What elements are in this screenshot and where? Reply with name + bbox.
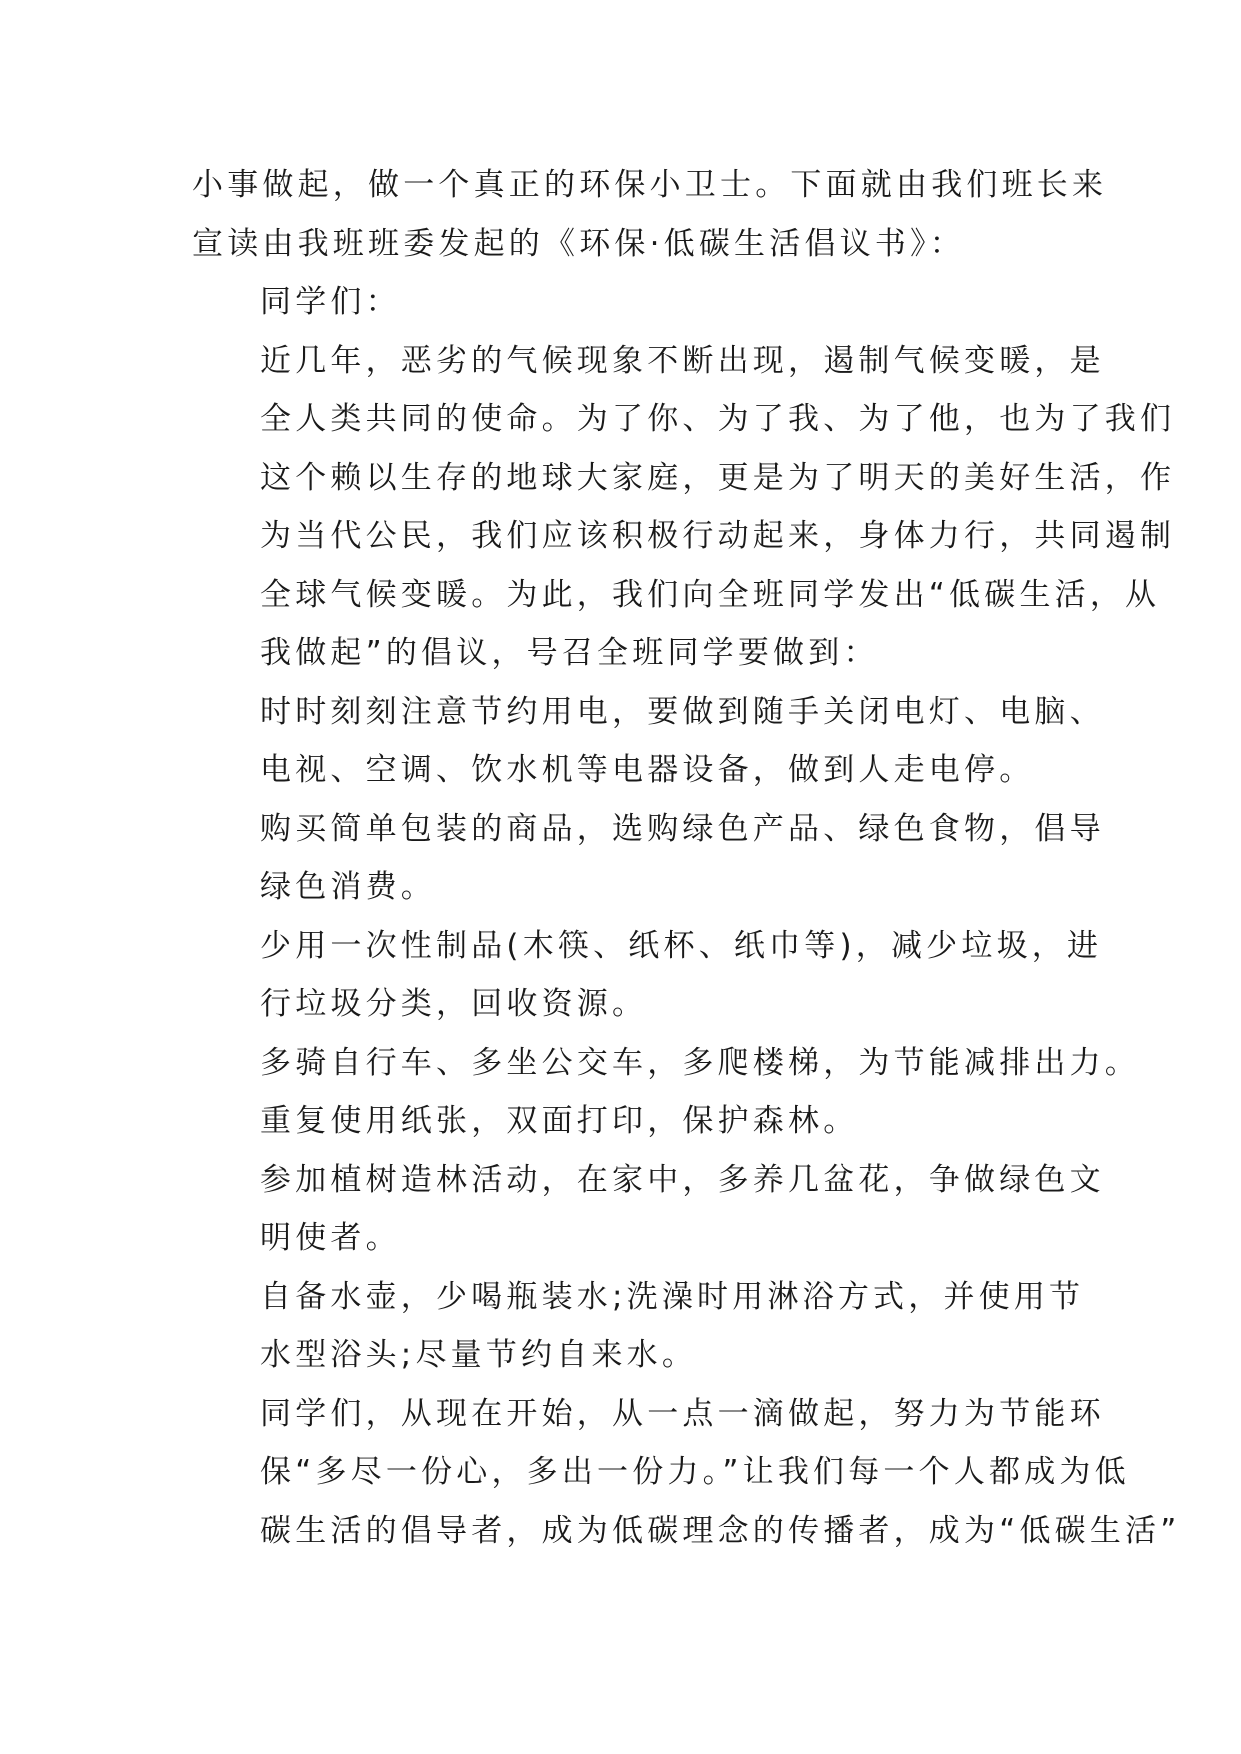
text-line: 少用一次性制品(木筷、纸杯、纸巾等)，减少垃圾，进 (260, 927, 1103, 964)
text-line: 购买简单包装的商品，选购绿色产品、绿色食物，倡导 (260, 810, 1105, 847)
text-line: 我做起”的倡议，号召全班同学要做到： (260, 635, 879, 671)
text-line: 参加植树造林活动，在家中，多养几盆花，争做绿色文 (260, 1161, 1105, 1198)
text-line: 为当代公民，我们应该积极行动起来，身体力行，共同遏制 (260, 518, 1176, 554)
text-line: 时时刻刻注意节约用电，要做到随手关闭电灯、电脑、 (260, 693, 1105, 730)
paragraph (192, 1385, 1181, 1561)
paragraph (192, 332, 1176, 683)
paragraph (192, 1034, 1140, 1093)
text-line: 重复使用纸张，双面打印，保护森林。 (260, 1103, 859, 1139)
text-line: 近几年，恶劣的气候现象不断出现，遏制气候变暖，是 (260, 342, 1105, 379)
text-line: 绿色消费。 (260, 869, 436, 905)
text-line: 自备水壶，少喝瓶装水;洗澡时用淋浴方式，并使用节 (260, 1278, 1085, 1315)
text-line: 水型浴头;尽量节约自来水。 (260, 1337, 698, 1373)
text-line: 全人类共同的使命。为了你、为了我、为了他，也为了我们 (260, 401, 1176, 437)
text-line: 明使者。 (260, 1220, 401, 1256)
text-line: 碳生活的倡导者，成为低碳理念的传播者，成为“低碳生活” (260, 1512, 1181, 1549)
text-line: 宣读由我班班委发起的《环保·低碳生活倡议书》： (192, 225, 965, 262)
text-line: 电视、空调、饮水机等电器设备，做到人走电停。 (260, 752, 1035, 788)
paragraph (192, 917, 1103, 1034)
text-line: 这个赖以生存的地球大家庭，更是为了明天的美好生活，作 (260, 459, 1176, 496)
text-line: 行垃圾分类，回收资源。 (260, 986, 648, 1022)
text-line: 多骑自行车、多坐公交车，多爬楼梯，为节能减排出力。 (260, 1044, 1140, 1081)
text-line: 同学们，从现在开始，从一点一滴做起，努力为节能环 (260, 1395, 1105, 1432)
paragraph (192, 1092, 1062, 1151)
text-line: 保“多尽一份心，多出一份力。”让我们每一个人都成为低 (260, 1454, 1130, 1490)
document-body (192, 156, 1181, 1560)
paragraph (192, 683, 1105, 800)
paragraph (192, 1268, 1085, 1385)
paragraph (192, 156, 1108, 273)
paragraph (192, 1151, 1105, 1268)
paragraph (192, 273, 1062, 332)
text-line: 全球气候变暖。为此，我们向全班同学发出“低碳生活，从 (260, 576, 1161, 613)
paragraph (192, 800, 1105, 917)
text-line: 小事做起，做一个真正的环保小卫士。下面就由我们班长来 (192, 167, 1108, 203)
text-line: 同学们： (260, 284, 401, 320)
